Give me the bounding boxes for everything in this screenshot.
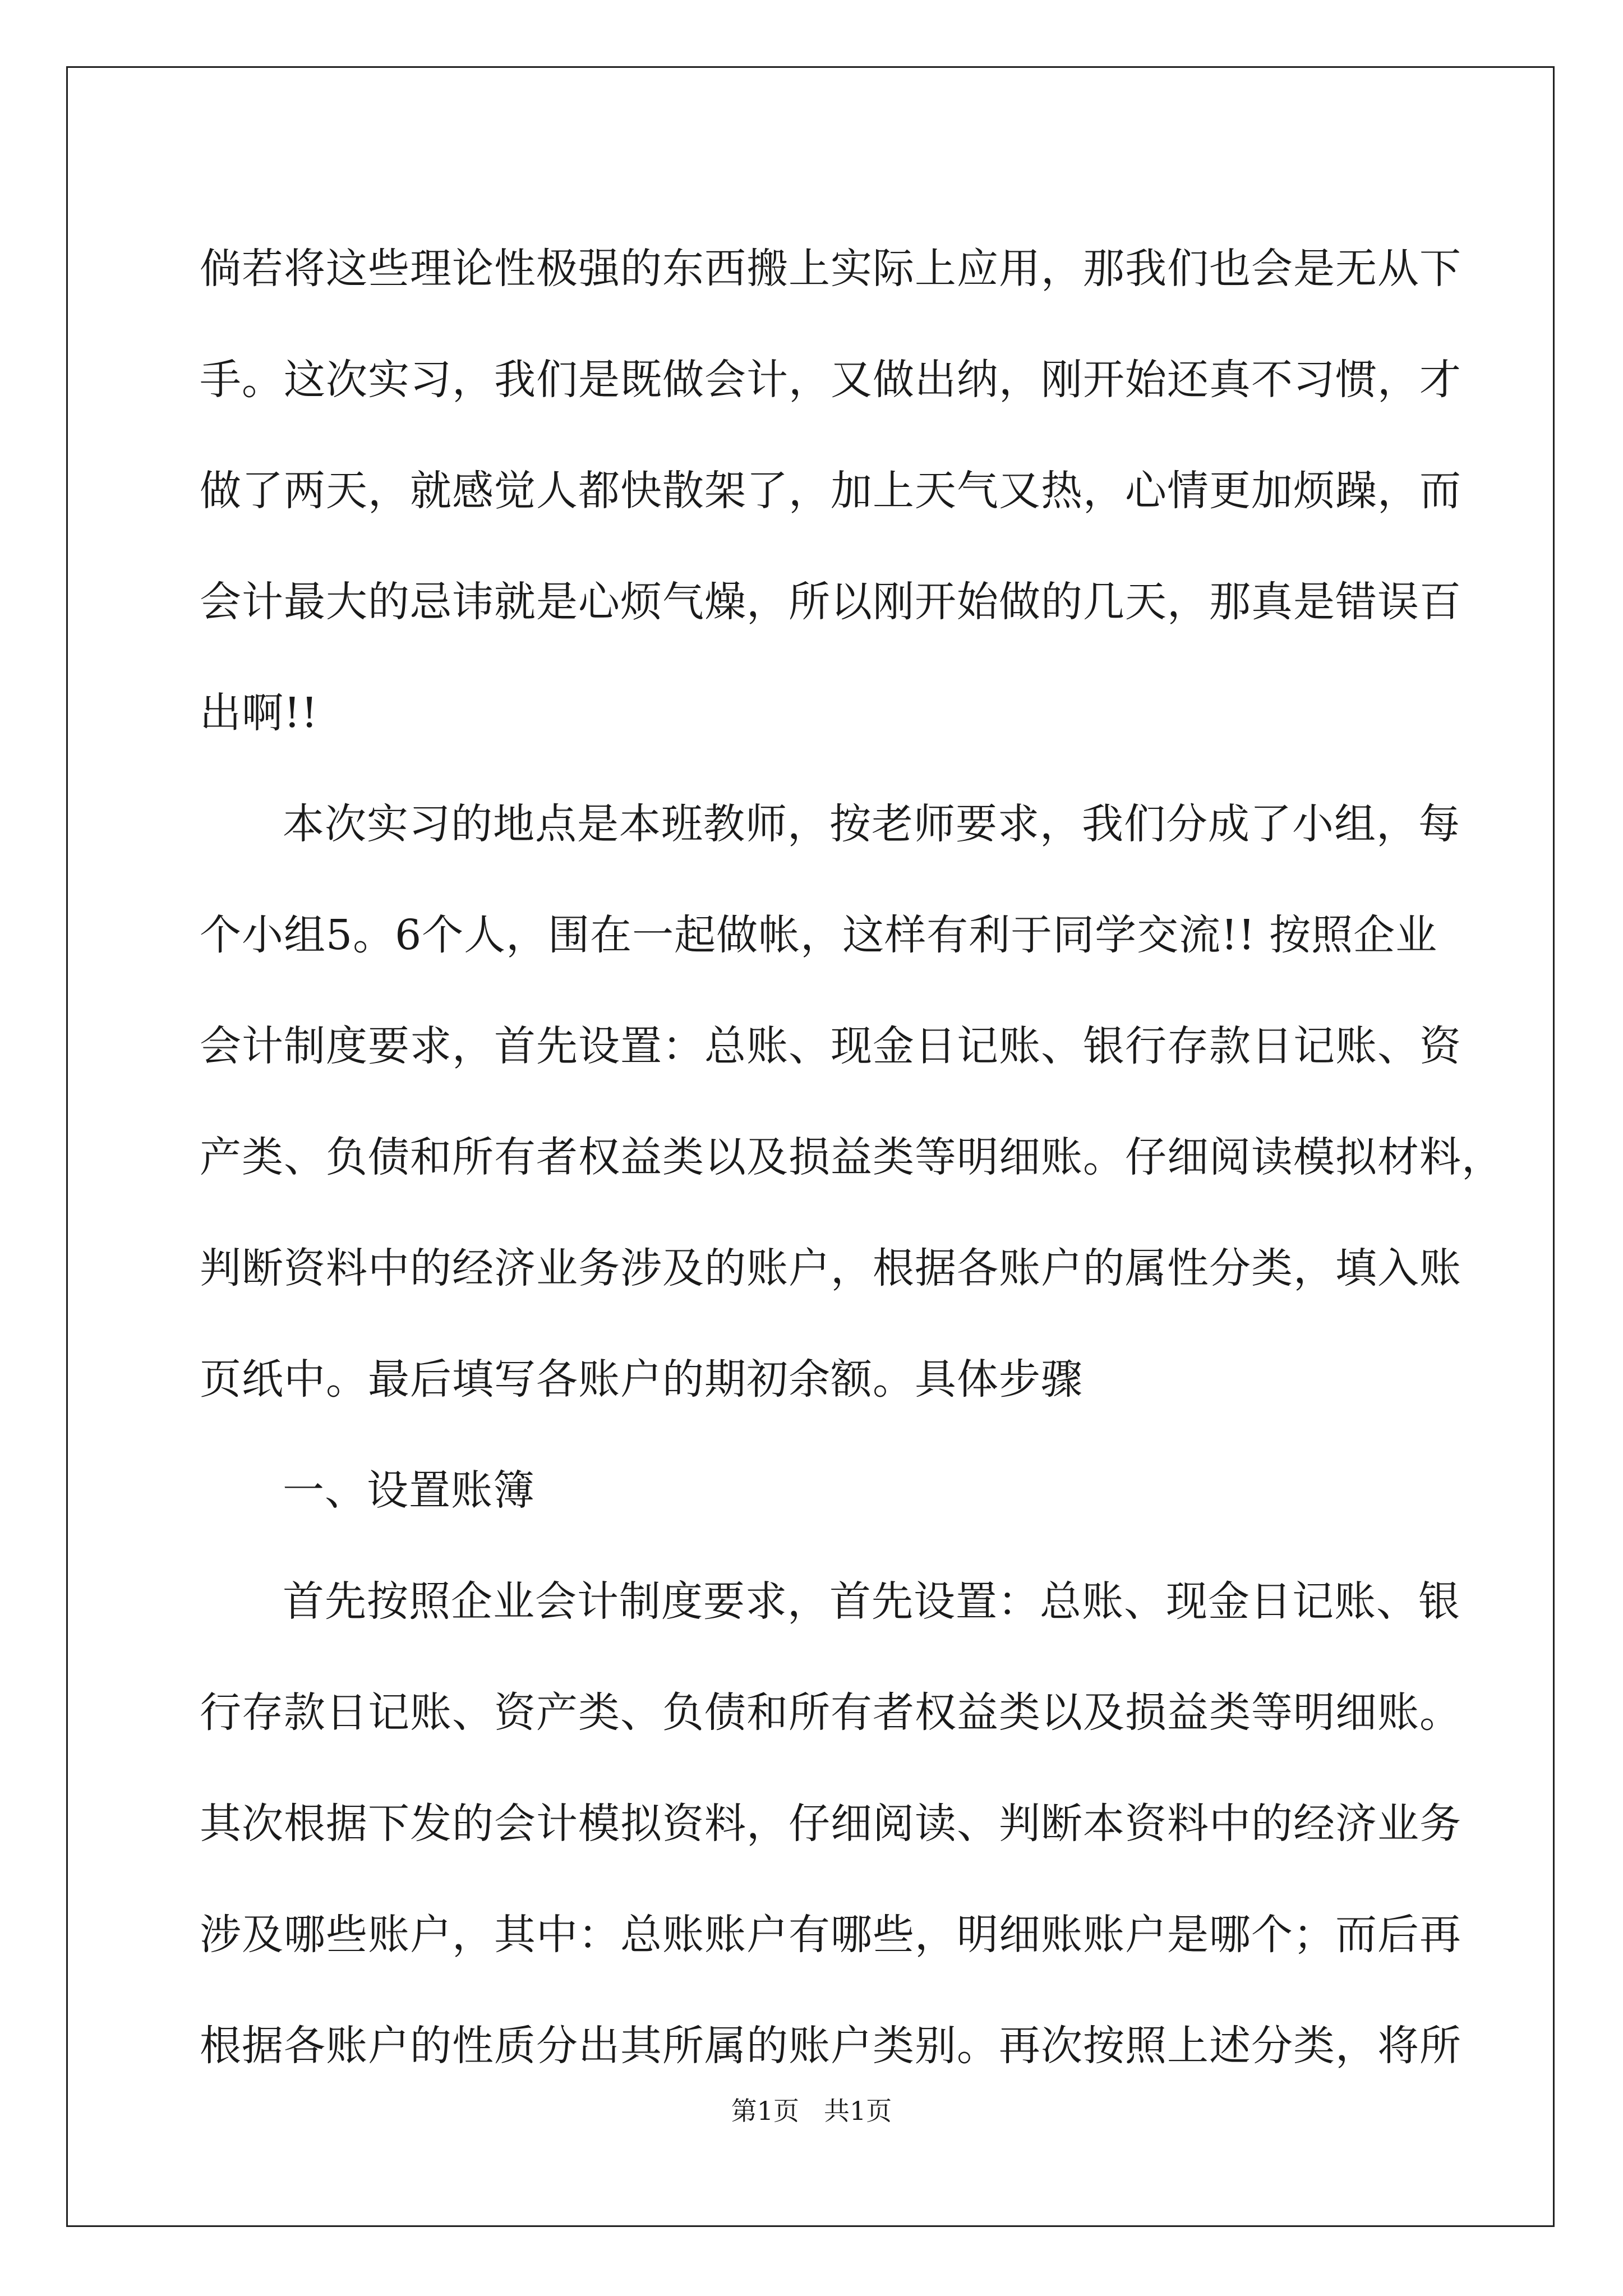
paragraph-first-line: 首先按照企业会计制度要求，首先设置：总账、现金日记账、银 — [283, 1577, 1460, 1626]
text-line: 个小组5。6个人，围在一起做帐，这样有利于同学交流!! 按照企业 — [200, 911, 1438, 959]
text-line: 其次根据下发的会计模拟资料，仔细阅读、判断本资料中的经济业务 — [200, 1800, 1461, 1848]
text-line: 出啊!! — [200, 689, 319, 737]
paragraph-first-line: 本次实习的地点是本班教师，按老师要求，我们分成了小组，每 — [283, 800, 1460, 848]
text-line: 倘若将这些理论性极强的东西搬上实际上应用，那我们也会是无从下 — [200, 245, 1461, 293]
text-line: 行存款日记账、资产类、负债和所有者权益类以及损益类等明细账。 — [200, 1688, 1461, 1737]
text-line: 手。这次实习，我们是既做会计，又做出纳，刚开始还真不习惯，才 — [200, 356, 1461, 404]
section-heading: 一、设置账簿 — [283, 1466, 535, 1515]
text-line: 判断资料中的经济业务涉及的账户，根据各账户的属性分类，填入账 — [200, 1244, 1461, 1292]
text-line: 做了两天，就感觉人都快散架了，加上天气又热，心情更加烦躁，而 — [200, 467, 1461, 515]
page-total: 共1页 — [824, 2096, 892, 2126]
page-number: 第1页 — [731, 2096, 799, 2126]
text-line: 会计制度要求，首先设置：总账、现金日记账、银行存款日记账、资 — [200, 1022, 1461, 1070]
text-line: 会计最大的忌讳就是心烦气燥，所以刚开始做的几天，那真是错误百 — [200, 578, 1461, 626]
text-line: 产类、负债和所有者权益类以及损益类等明细账。仔细阅读模拟材料， — [200, 1133, 1504, 1181]
text-line: 根据各账户的性质分出其所属的账户类别。再次按照上述分类，将所 — [200, 2022, 1461, 2070]
page-footer — [0, 2094, 1623, 2128]
document-body — [200, 213, 1504, 2101]
text-line: 涉及哪些账户，其中：总账账户有哪些，明细账账户是哪个；而后再 — [200, 1911, 1461, 1959]
text-line: 页纸中。最后填写各账户的期初余额。具体步骤 — [200, 1355, 1083, 1404]
